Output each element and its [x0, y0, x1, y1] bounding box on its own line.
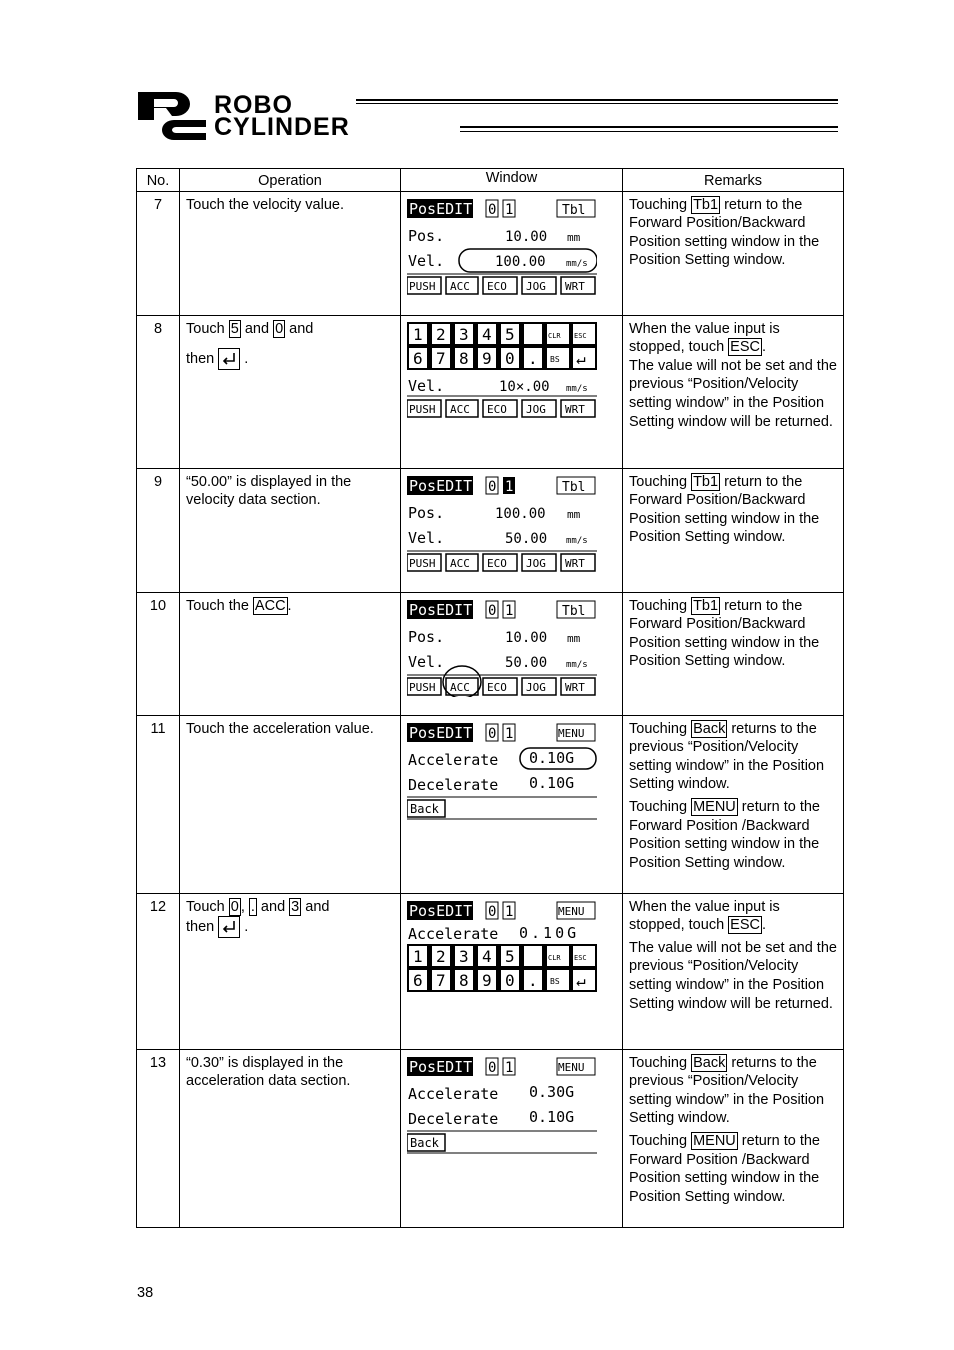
row-remarks — [623, 893, 844, 1049]
lcd-title: PosEDIT — [409, 1057, 473, 1076]
keypad-enter-key[interactable]: ↵ — [576, 970, 586, 990]
keypad-key[interactable]: 3 — [459, 324, 469, 344]
operation-table — [136, 168, 844, 1228]
op-text: then — [186, 351, 215, 368]
col-no: No. — [137, 169, 180, 192]
row-operation — [180, 893, 401, 1049]
keypad-key[interactable]: 7 — [436, 970, 446, 990]
tb1-key-label: Tb1 — [693, 597, 719, 614]
lcd-jog-button[interactable]: JOG — [526, 680, 546, 694]
remark-text: When the value input is stopped, touch — [629, 320, 780, 356]
remark-text: Touching — [629, 597, 692, 614]
lcd-wrt-button[interactable]: WRT — [565, 402, 585, 416]
lcd-acc-button[interactable]: ACC — [450, 556, 470, 570]
lcd-button-bar — [407, 678, 595, 695]
header-rule-top-1 — [356, 99, 838, 101]
row-window — [401, 1049, 623, 1227]
lcd-accelerate-value[interactable]: 0.30G — [529, 1082, 575, 1101]
lcd-window-acceleration-result — [407, 1054, 597, 1154]
lcd-vel-label: Vel. — [408, 652, 445, 671]
lcd-digit: 0 — [488, 903, 497, 920]
lcd-push-button[interactable]: PUSH — [409, 680, 436, 694]
lcd-window-acc-select — [407, 597, 597, 697]
keypad-esc-key[interactable]: ESC — [574, 953, 587, 962]
lcd-push-button[interactable]: PUSH — [409, 556, 436, 570]
lcd-vel-label: Vel. — [408, 528, 445, 547]
row-remarks — [623, 592, 844, 715]
lcd-button-bar — [407, 554, 595, 571]
keypad-key[interactable]: 6 — [413, 970, 423, 990]
lcd-vel-label: Vel. — [408, 251, 445, 270]
key-dot-label: . — [250, 898, 255, 915]
lcd-window-velocity-result — [407, 473, 597, 573]
lcd-title: PosEDIT — [409, 476, 473, 495]
remark-text: The value will not be set and the previous “Position/Velocity setting window” in the Position Setting window will be returned. — [629, 939, 837, 1012]
keypad-key[interactable]: 5 — [505, 946, 515, 966]
lcd-digit: 0 — [488, 725, 497, 742]
enter-key-icon — [218, 348, 240, 370]
row-remarks — [623, 191, 844, 315]
logo-text-robo: ROBO — [214, 91, 293, 119]
lcd-eco-button[interactable]: ECO — [487, 680, 507, 694]
op-text: then — [186, 919, 215, 936]
lcd-unit: mm — [567, 507, 581, 521]
remark-text: return to the Forward Position/Backward Position setting window in the Position Setting window. — [629, 473, 820, 546]
lcd-digit: 1 — [505, 201, 514, 218]
lcd-jog-button[interactable]: JOG — [526, 402, 546, 416]
key-5-label: 5 — [230, 320, 239, 337]
lcd-pos-label: Pos. — [408, 226, 445, 245]
lcd-accelerate-value[interactable]: 0.10G — [529, 748, 575, 767]
keypad-clr-key[interactable]: CLR — [548, 331, 561, 340]
lcd-pos-value: 100.00 — [495, 505, 546, 522]
enter-key-icon — [218, 916, 240, 938]
lcd-menu-button[interactable]: MENU — [558, 726, 585, 740]
table-row — [137, 191, 844, 315]
op-text: and — [240, 320, 274, 337]
row-remarks — [623, 1049, 844, 1227]
lcd-window-keypad-acceleration — [407, 898, 597, 998]
lcd-wrt-button[interactable]: WRT — [565, 680, 585, 694]
row-operation — [180, 315, 401, 468]
lcd-window-acceleration — [407, 720, 597, 820]
keypad-key[interactable]: 2 — [436, 946, 446, 966]
lcd-unit: mm/s — [566, 258, 588, 269]
lcd-title: PosEDIT — [409, 723, 473, 742]
op-text: , — [240, 898, 249, 915]
row-remarks — [623, 715, 844, 893]
lcd-back-button[interactable]: Back — [410, 801, 439, 816]
lcd-accelerate-label: Accelerate — [408, 924, 499, 943]
table-row — [137, 315, 844, 468]
row-no: 9 — [137, 468, 180, 592]
menu-key-label: MENU — [693, 1132, 736, 1149]
row-no: 13 — [137, 1049, 180, 1227]
lcd-keypad — [407, 944, 597, 992]
header-rule-bottom-2 — [460, 131, 838, 132]
lcd-digit: 0 — [488, 478, 497, 495]
table-row — [137, 468, 844, 592]
table-row — [137, 1049, 844, 1227]
lcd-digit: 0 — [488, 602, 497, 619]
header-rule-bottom-1 — [460, 126, 838, 128]
lcd-pos-value: 10.00 — [505, 228, 548, 245]
lcd-digit: 1 — [505, 602, 514, 619]
row-window — [401, 893, 623, 1049]
row-no: 7 — [137, 191, 180, 315]
lcd-jog-button[interactable]: JOG — [526, 556, 546, 570]
table-header-row — [137, 169, 844, 192]
keypad-enter-key[interactable]: ↵ — [576, 348, 586, 368]
remark-text: Touching — [629, 1054, 692, 1071]
keypad-key[interactable]: 9 — [482, 348, 492, 368]
row-operation — [180, 592, 401, 715]
tb1-key-label: Tb1 — [693, 196, 719, 213]
esc-key-label: ESC — [730, 339, 760, 356]
lcd-push-button[interactable]: PUSH — [409, 402, 436, 416]
remark-text: return to the Forward Position/Backward Position setting window in the Position Setting window. — [629, 196, 820, 269]
row-operation: Touch the velocity value. — [180, 191, 401, 315]
lcd-unit: mm/s — [566, 659, 588, 670]
keypad-key[interactable]: 1 — [413, 946, 423, 966]
lcd-decelerate-value[interactable]: 0.10G — [529, 773, 575, 792]
remark-text: return to the Forward Position/Backward Position setting window in the Position Setting window. — [629, 597, 820, 670]
remark-text: When the value input is stopped, touch — [629, 898, 780, 934]
remark-text: . — [762, 917, 767, 934]
lcd-button-bar — [407, 400, 595, 417]
key-0-label: 0 — [230, 898, 239, 915]
op-text: Touch the — [186, 597, 253, 614]
op-text: . — [287, 597, 292, 614]
lcd-push-button[interactable]: PUSH — [409, 279, 436, 293]
back-key-label: Back — [693, 1054, 726, 1071]
remark-text: return to the Forward Position /Backward Position setting window in the Position Setting window. — [629, 798, 820, 871]
row-window — [401, 191, 623, 315]
lcd-unit: mm/s — [566, 535, 588, 546]
lcd-pos-label: Pos. — [408, 503, 445, 522]
lcd-accelerate-input: 0.10G — [519, 923, 580, 942]
robo-cylinder-logo-icon — [136, 90, 210, 140]
key-0-label: 0 — [275, 320, 284, 337]
lcd-window-keypad-velocity — [407, 320, 597, 420]
row-window — [401, 715, 623, 893]
logo-text-cylinder: CYLINDER — [214, 113, 350, 141]
lcd-wrt-button[interactable]: WRT — [565, 279, 585, 293]
key-3-label: 3 — [291, 898, 300, 915]
remark-text: Touching — [629, 798, 692, 815]
remark-text: . — [762, 339, 767, 356]
lcd-tbl-button[interactable]: Tbl — [562, 202, 586, 218]
lcd-vel-label: Vel. — [408, 376, 445, 395]
table-row — [137, 715, 844, 893]
header-rule-top-2 — [356, 103, 838, 104]
lcd-pos-label: Pos. — [408, 627, 445, 646]
lcd-button-bar — [407, 277, 595, 294]
lcd-window-velocity — [407, 196, 597, 296]
lcd-digit: 1 — [505, 1059, 514, 1076]
row-no: 12 — [137, 893, 180, 1049]
lcd-vel-value: 50.00 — [505, 530, 548, 547]
keypad-key[interactable]: 5 — [505, 324, 515, 344]
op-text: and — [301, 898, 330, 915]
keypad-key[interactable]: 4 — [482, 324, 492, 344]
lcd-tbl-button[interactable]: Tbl — [562, 603, 586, 619]
keypad-key[interactable]: 7 — [436, 348, 446, 368]
keypad-esc-key[interactable]: ESC — [574, 331, 587, 340]
lcd-eco-button[interactable]: ECO — [487, 402, 507, 416]
row-remarks — [623, 468, 844, 592]
table-row — [137, 592, 844, 715]
lcd-acc-button[interactable]: ACC — [450, 680, 470, 694]
lcd-eco-button[interactable]: ECO — [487, 279, 507, 293]
remark-text: returns to the previous “Position/Velocity setting window” in the Position Setting window. — [629, 720, 825, 793]
op-text: . — [244, 919, 249, 936]
row-operation: “0.30” is displayed in the acceleration data section. — [180, 1049, 401, 1227]
op-text: and — [285, 320, 314, 337]
row-no: 11 — [137, 715, 180, 893]
row-window — [401, 468, 623, 592]
keypad-key[interactable]: 8 — [459, 970, 469, 990]
lcd-decelerate-value[interactable]: 0.10G — [529, 1107, 575, 1126]
lcd-jog-button[interactable]: JOG — [526, 279, 546, 293]
keypad-key[interactable]: 1 — [413, 324, 423, 344]
row-window — [401, 315, 623, 468]
keypad-key[interactable]: 3 — [459, 946, 469, 966]
lcd-digit: 1 — [505, 903, 514, 920]
lcd-title: PosEDIT — [409, 199, 473, 218]
lcd-digit: 0 — [488, 201, 497, 218]
lcd-digit: 1 — [505, 725, 514, 742]
lcd-vel-value[interactable]: 100.00 — [495, 253, 546, 270]
tb1-key-label: Tb1 — [693, 473, 719, 490]
lcd-title: PosEDIT — [409, 901, 473, 920]
lcd-vel-value: 50.00 — [505, 654, 548, 671]
keypad-key[interactable]: 0 — [505, 970, 515, 990]
keypad-key[interactable]: 2 — [436, 324, 446, 344]
lcd-pos-value: 10.00 — [505, 629, 548, 646]
op-text: Touch — [186, 898, 229, 915]
lcd-menu-button[interactable]: MENU — [558, 904, 585, 918]
row-operation: Touch the acceleration value. — [180, 715, 401, 893]
lcd-unit: mm/s — [566, 383, 588, 394]
lcd-keypad — [407, 322, 597, 370]
lcd-accelerate-label: Accelerate — [408, 1084, 499, 1103]
remark-text: return to the Forward Position /Backward Position setting window in the Position Setting window. — [629, 1132, 820, 1205]
menu-key-label: MENU — [693, 798, 736, 815]
remark-text: Touching — [629, 720, 692, 737]
lcd-back-button[interactable]: Back — [410, 1135, 439, 1150]
remark-text: Touching — [629, 1132, 692, 1149]
lcd-tbl-button[interactable]: Tbl — [562, 479, 586, 495]
lcd-eco-button[interactable]: ECO — [487, 556, 507, 570]
keypad-key[interactable]: 8 — [459, 348, 469, 368]
keypad-key[interactable]: . — [528, 348, 538, 368]
table-row — [137, 893, 844, 1049]
lcd-unit: mm — [567, 230, 581, 244]
keypad-key[interactable]: 9 — [482, 970, 492, 990]
row-no: 10 — [137, 592, 180, 715]
lcd-acc-button[interactable]: ACC — [450, 402, 470, 416]
page-header — [136, 90, 840, 142]
op-text: Touch — [186, 320, 229, 337]
lcd-decelerate-label: Decelerate — [408, 775, 499, 794]
remark-text: The value will not be set and the previous “Position/Velocity setting window” in the Position Setting window will be returned. — [629, 357, 837, 430]
lcd-digit: 1 — [505, 478, 514, 495]
op-text: . — [244, 351, 249, 368]
remark-text: returns to the previous “Position/Velocity setting window” in the Position Setting window. — [629, 1054, 825, 1127]
lcd-acc-button[interactable]: ACC — [450, 279, 470, 293]
row-remarks — [623, 315, 844, 468]
remark-text: Touching — [629, 473, 692, 490]
col-remarks: Remarks — [623, 169, 844, 192]
keypad-key[interactable]: . — [528, 970, 538, 990]
lcd-accelerate-label: Accelerate — [408, 750, 499, 769]
row-operation: “50.00” is displayed in the velocity data section. — [180, 468, 401, 592]
acc-key-label: ACC — [254, 597, 286, 614]
keypad-bs-key[interactable]: BS — [550, 354, 560, 364]
keypad-clr-key[interactable]: CLR — [548, 953, 561, 962]
lcd-title: PosEDIT — [409, 600, 473, 619]
keypad-bs-key[interactable]: BS — [550, 976, 560, 986]
lcd-decelerate-label: Decelerate — [408, 1109, 499, 1128]
keypad-key[interactable]: 0 — [505, 348, 515, 368]
row-no: 8 — [137, 315, 180, 468]
lcd-menu-button[interactable]: MENU — [558, 1060, 585, 1074]
keypad-key[interactable]: 4 — [482, 946, 492, 966]
op-text: and — [256, 898, 290, 915]
back-key-label: Back — [693, 720, 726, 737]
remark-text: Touching — [629, 196, 692, 213]
esc-key-label: ESC — [730, 917, 760, 934]
page-number: 38 — [137, 1285, 154, 1301]
col-operation: Operation — [180, 169, 401, 192]
keypad-key[interactable]: 6 — [413, 348, 423, 368]
row-window — [401, 592, 623, 715]
lcd-digit: 0 — [488, 1059, 497, 1076]
lcd-wrt-button[interactable]: WRT — [565, 556, 585, 570]
lcd-vel-input: 10×.00 — [499, 378, 550, 395]
lcd-unit: mm — [567, 631, 581, 645]
col-window: Window — [401, 169, 623, 192]
